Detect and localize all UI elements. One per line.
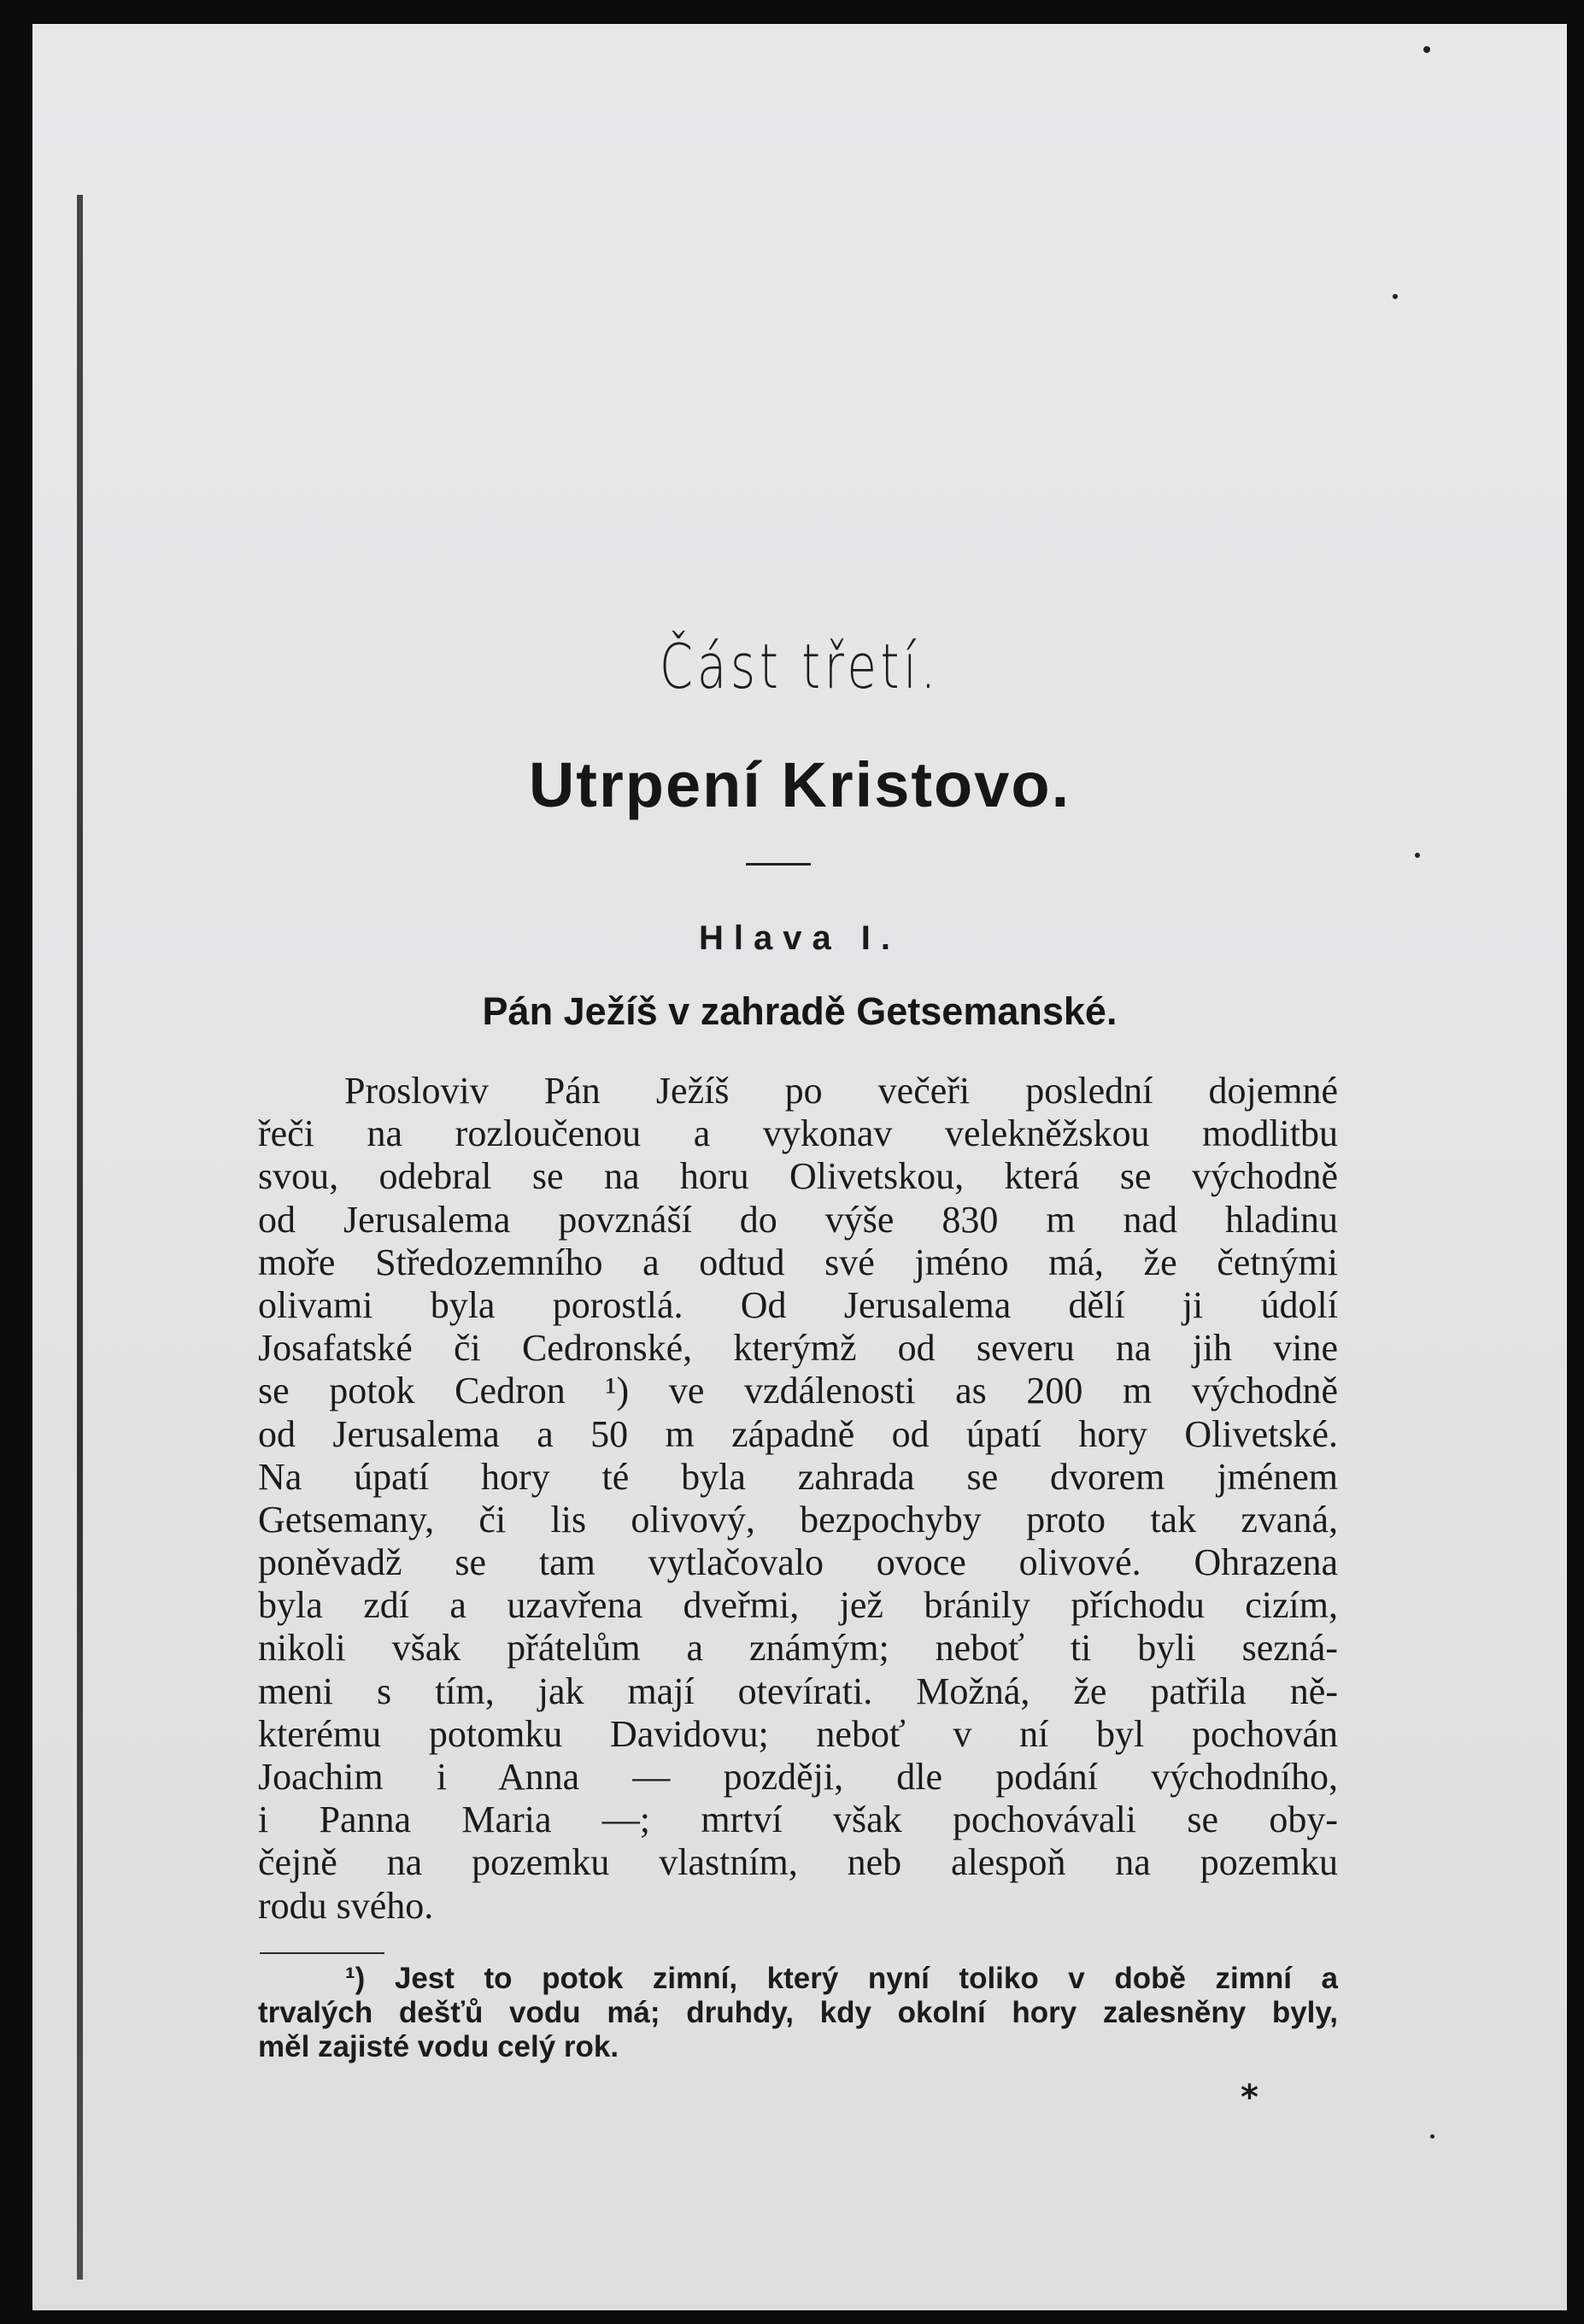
page-binding-shadow	[77, 195, 83, 2280]
paragraph-line: Getsemany, či lis olivový, bezpochyby proto tak zvaná,	[258, 1498, 1338, 1541]
title-divider	[746, 863, 811, 866]
paragraph-line: kterému potomku Davidovu; neboť v ní byl pochován	[258, 1712, 1338, 1755]
paper-speck	[1430, 2134, 1434, 2139]
paper-speck	[1393, 294, 1398, 299]
paragraph-line: nikoli však přátelům a známým; neboť ti byli sezná-	[258, 1627, 1338, 1670]
paragraph-line: se potok Cedron ¹) ve vzdálenosti as 200 m východně	[258, 1370, 1338, 1412]
paragraph-line: Prosloviv Pán Ježíš po večeři poslední dojemné	[344, 1070, 1338, 1112]
paragraph-line: Na úpatí hory té byla zahrada se dvorem jménem	[258, 1455, 1338, 1498]
body-paragraph	[258, 1070, 1338, 1928]
paragraph-line: od Jerusalema a 50 m západně od úpatí hory Olivetské.	[258, 1412, 1338, 1455]
footnote-line: ¹) Jest to potok zimní, který nyní toliko v době zimní a	[345, 1962, 1338, 1995]
signature-mark: *	[1241, 2078, 1258, 2117]
footnote	[258, 1962, 1338, 2064]
chapter-label: Hlava I.	[698, 919, 901, 957]
paragraph-line: od Jerusalema povznáší do výše 830 m nad hladinu	[258, 1198, 1338, 1241]
paper-speck	[1423, 46, 1430, 53]
part-title: Část třetí.	[659, 631, 941, 702]
paragraph-line: čejně na pozemku vlastním, neb alespoň na pozemku	[258, 1841, 1338, 1884]
paragraph-line: poněvadž se tam vytlačovalo ovoce olivové. Ohrazena	[258, 1541, 1338, 1584]
chapter-title: Pán Ježíš v zahradě Getsemanské.	[482, 989, 1118, 1033]
paper-speck	[1415, 853, 1420, 858]
paragraph-line: rodu svého.	[258, 1884, 434, 1927]
paragraph-line: řeči na rozloučenou a vykonav velekněžskou modlitbu	[258, 1112, 1338, 1155]
paragraph-line: Joachim i Anna — později, dle podání východního,	[258, 1756, 1338, 1798]
book-title: Utrpení Kristovo.	[528, 749, 1071, 820]
footnote-line: trvalých dešťů vodu má; druhdy, kdy okolní hory zalesněny byly,	[258, 1996, 1338, 2029]
paragraph-line: svou, odebral se na horu Olivetskou, která se východně	[258, 1155, 1338, 1198]
footnote-divider	[260, 1952, 384, 1954]
paragraph-line: meni s tím, jak mají otevírati. Možná, že patřila ně-	[258, 1670, 1338, 1712]
paragraph-line: moře Středozemního a odtud své jméno má, že četnými	[258, 1241, 1338, 1283]
book-page	[32, 24, 1567, 2310]
paragraph-line: byla zdí a uzavřena dveřmi, jež bránily příchodu cizím,	[258, 1584, 1338, 1627]
paragraph-line: Josafatské či Cedronské, kterýmž od severu na jih vine	[258, 1327, 1338, 1370]
paragraph-line: olivami byla porostlá. Od Jerusalema dělí ji údolí	[258, 1283, 1338, 1326]
footnote-line: měl zajisté vodu celý rok.	[258, 2030, 619, 2063]
paragraph-line: i Panna Maria —; mrtví však pochovávali se oby-	[258, 1799, 1338, 1841]
